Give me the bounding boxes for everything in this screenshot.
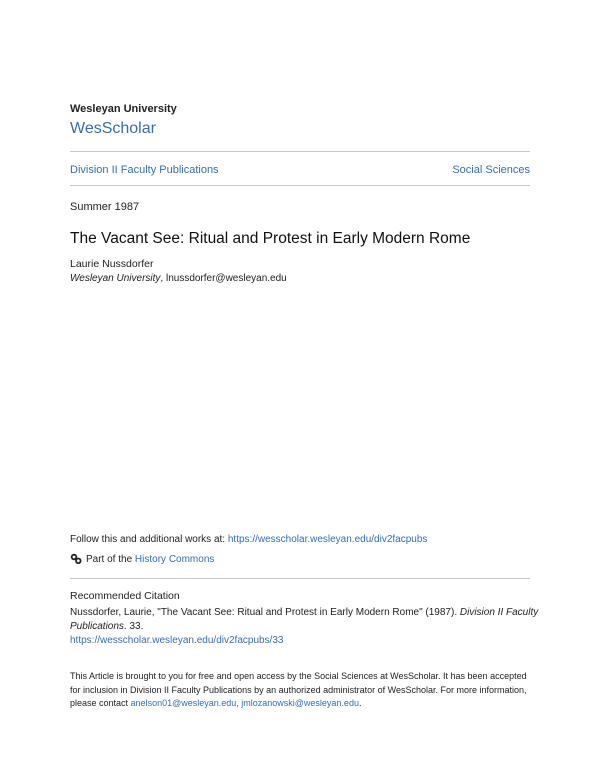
article-title: The Vacant See: Ritual and Protest in Early Modern Rome — [70, 230, 471, 247]
follow-link[interactable]: https://wesscholar.wesleyan.edu/div2facpubs — [227, 534, 428, 545]
part-of-text: Part of the — [86, 553, 133, 565]
divider-bottom — [70, 578, 530, 579]
collection-link[interactable]: Division II Faculty Publications — [70, 164, 219, 176]
creative-commons-icon — [70, 553, 82, 565]
divider-middle — [70, 185, 530, 186]
follow-text: Follow this and additional works at: — [70, 534, 228, 545]
affiliation-name: Wesleyan University — [70, 273, 161, 284]
repository-link[interactable]: WesScholar — [70, 120, 156, 137]
author-email: lnussdorfer@wesleyan.edu — [165, 273, 287, 284]
author-affiliation: Wesleyan University, lnussdorfer@wesleyan.edu — [70, 273, 287, 284]
access-statement — [70, 670, 535, 711]
author-name: Laurie Nussdorfer — [70, 258, 154, 270]
contact-emails[interactable]: anelson01@wesleyan.edu, jmlozanowski@wesleyan.edu — [130, 698, 359, 708]
citation-text: Nussdorfer, Laurie, "The Vacant See: Ritual and Protest in Early Modern Rome" (1987). — [70, 607, 460, 618]
citation-number: . 33. — [123, 621, 144, 632]
divider-top — [70, 151, 530, 152]
institution-name: Wesleyan University — [70, 103, 177, 115]
publication-date: Summer 1987 — [70, 201, 140, 213]
citation-journal: Division II Faculty Publications — [70, 607, 539, 632]
follow-line — [70, 534, 427, 545]
part-of-line — [70, 553, 214, 565]
department-link[interactable]: Social Sciences — [452, 164, 530, 176]
access-text: This Article is brought to you for free and open access by the Social Sciences at WesScholar. It has been accepted for inclusion in Division II Faculty Publications by an authorized administrator of WesScholar. For more information, please contact — [70, 671, 527, 708]
access-end: . — [358, 698, 362, 708]
history-commons-link[interactable]: History Commons — [134, 553, 215, 565]
recommended-citation-heading: Recommended Citation — [70, 590, 180, 602]
citation-link[interactable]: https://wesscholar.wesleyan.edu/div2facpubs/33 — [70, 635, 284, 646]
citation-body — [70, 606, 540, 648]
